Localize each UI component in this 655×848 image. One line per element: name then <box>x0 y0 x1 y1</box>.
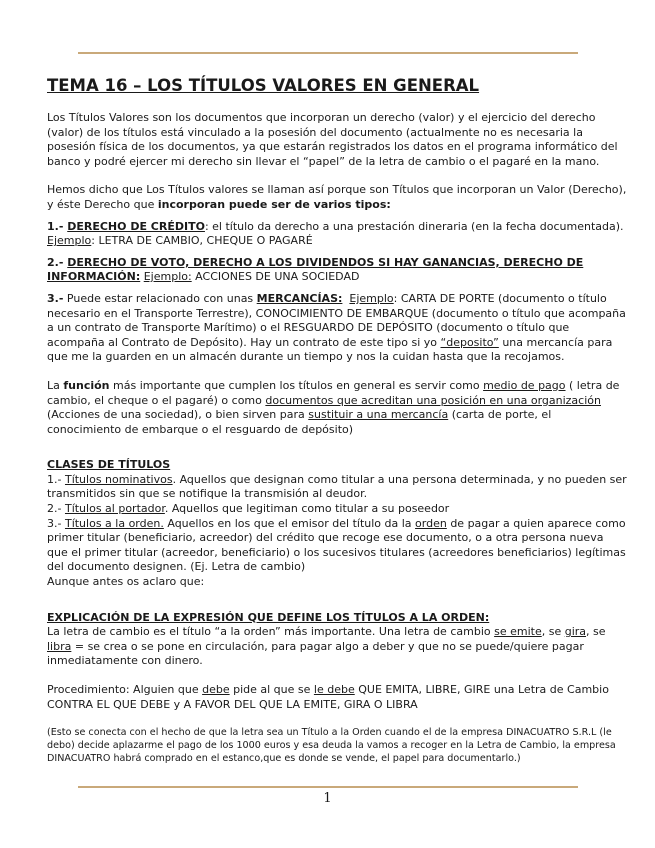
nota-paragraph: (Esto se conecta con el hecho de que la letra sea un Título a la Orden cuando el de la empresa DINACUATRO S.R.L (le debo) decide aplazarme el pago de los 1000 euros y esa deuda la vamos a recoger en la Letra de Cambio, la empresa DINACUATRO habrá comprado en el estanco,que es donde se vende, el papel para documentarlo.) <box>47 727 616 765</box>
document-body <box>47 75 627 765</box>
hemos-paragraph: Hemos dicho que Los Títulos valores se llaman así porque son Títulos que incorporan un Valor (Derecho), y éste Derecho que incorporan puede ser de varios tipos: <box>47 183 627 211</box>
explicacion-section <box>47 611 627 669</box>
clase-3: 3.- Títulos a la orden. Aquellos en los que el emisor del título da la orden de pagar a quien aparece como primer titular (beneficiario, acreedor) del crédito que recoge ese documento, o a otra persona nueva que el primer titular (acreedor, beneficiario) o los sucesivos titulares (acreedores beneficiarios) legítimas del documento designen. (Ej. Letra de cambio) <box>47 516 626 574</box>
funcion-paragraph: La función más importante que cumplen los títulos en general es servir como medio de pago ( letra de cambio, el cheque o el pagaré) o como documentos que acreditan una posición en una organización (Acciones de una sociedad), o bien sirven para sustituir a una mercancía (carta de porte, el conocimiento de embarque o el resguardo de depósito) <box>47 378 620 436</box>
clases-heading: CLASES DE TÍTULOS <box>47 458 171 472</box>
page-number: 1 <box>323 791 332 806</box>
item-1-credito: 1.- DERECHO DE CRÉDITO: el título da derecho a una prestación dineraria (en la fecha documentada). Ejemplo: LETRA DE CAMBIO, CHEQUE O PAGARÉ <box>47 219 624 248</box>
voto-heading: DERECHO DE VOTO, DERECHO A LOS DIVIDENDOS SI HAY GANANCIAS, DERECHO DE INFORMACIÓN: <box>47 255 584 284</box>
item-3-mercancias: 3.- Puede estar relacionado con unas MERCANCÍAS: Ejemplo: CARTA DE PORTE (documento o título necesario en el Transporte Terrestre), CONOCIMIENTO DE EMBARQUE (documento o título que acompaña a un contrato de Transporte Marítimo) o el RESGUARDO DE DEPÓSITO (documento o título que acompaña al Contrato de Depósito). Hay un contrato de este tipo si yo “deposito” una mercancía para que me la guarden en un almacén durante un tiempo y nos la cuidan hasta que la recojamos. <box>47 291 626 364</box>
header-rule <box>78 52 578 54</box>
explicacion-paragraph: La letra de cambio es el título “a la orden” más importante. Una letra de cambio se emite, se gira, se libra = se crea o se pone en circulación, para pagar algo a deber y que no se puede/quiere pagar inmediatamente con dinero. <box>47 625 606 668</box>
clases-section <box>47 458 627 589</box>
page-title: TEMA 16 – LOS TÍTULOS VALORES EN GENERAL <box>47 76 480 95</box>
intro-paragraph: Los Títulos Valores son los documentos que incorporan un derecho (valor) y el ejercicio del derecho (valor) de los títulos está vinculado a la posesión del documento (actualmente no es necesaria la posesión física de los documentos, ya que estarán registrados los datos en el programa informático del banco y podré ejercer mi derecho sin llevar el “papel” de la letra de cambio o el pagaré en la mano. <box>47 111 618 168</box>
explicacion-heading: EXPLICACIÓN DE LA EXPRESIÓN QUE DEFINE LOS TÍTULOS A LA ORDEN: <box>47 610 490 624</box>
footer-rule <box>78 786 578 788</box>
mercancias-heading: MERCANCÍAS: <box>256 291 343 305</box>
clase-1: 1.- Títulos nominativos. Aquellos que designan como titular a una persona determinada, y no pueden ser transmitidos sin que se notifique la transmisión al deudor. <box>47 472 627 501</box>
credito-heading: DERECHO DE CRÉDITO <box>67 219 205 233</box>
aunque-line: Aunque antes os aclaro que: <box>47 575 205 589</box>
procedimiento-paragraph: Procedimiento: Alguien que debe pide al que se le debe QUE EMITA, LIBRE, GIRE una Letra de Cambio CONTRA EL QUE DEBE y A FAVOR DEL QUE LA EMITE, GIRA O LIBRA <box>47 683 609 711</box>
item-2-voto: 2.- DERECHO DE VOTO, DERECHO A LOS DIVIDENDOS SI HAY GANANCIAS, DERECHO DE INFORMACIÓN: Ejemplo: ACCIONES DE UNA SOCIEDAD <box>47 255 584 284</box>
clase-2: 2.- Títulos al portador. Aquellos que legitiman como titular a su poseedor <box>47 502 450 516</box>
